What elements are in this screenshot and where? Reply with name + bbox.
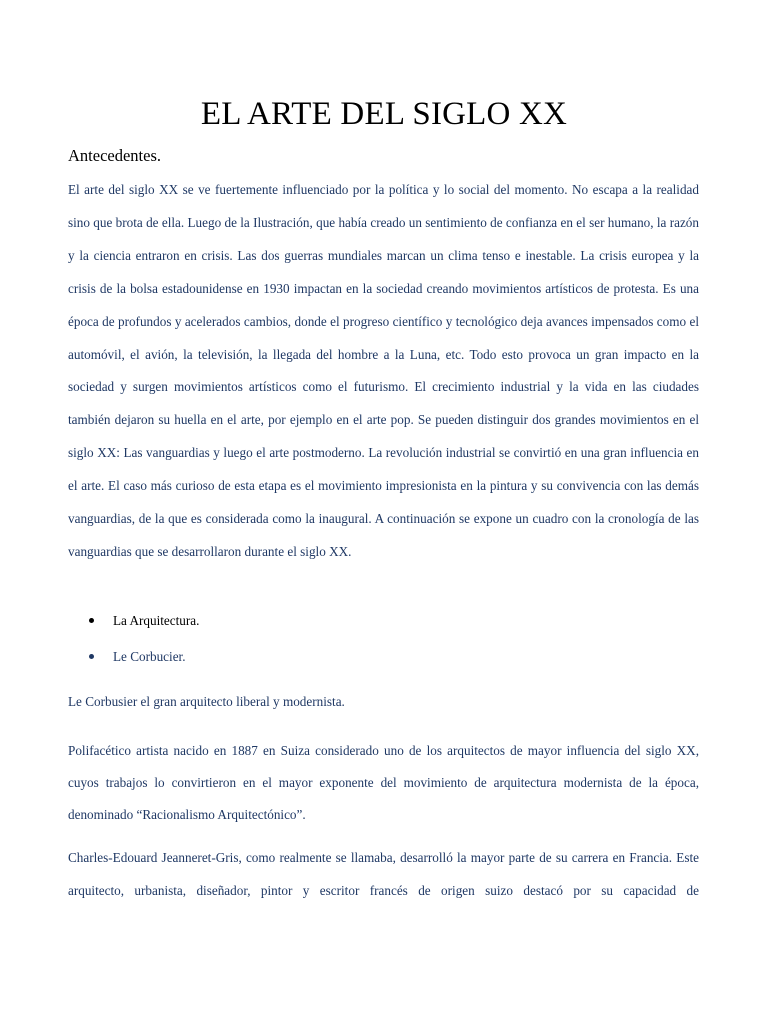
biography-paragraph: Polifacético artista nacido en 1887 en Suiza considerado uno de los arquitectos de mayor influencia del siglo XX, cuyos trabajos lo convirtieron en el mayor exponente del movimiento de arquitectura modernista de la época, denominado “Racionalismo Arquitectónico”. xyxy=(68,743,699,822)
bullet-dot-icon xyxy=(89,618,94,623)
career-paragraph: Charles-Edouard Jeanneret-Gris, como realmente se llamaba, desarrolló la mayor parte de su carrera en Francia. Este arquitecto, urbanista, diseñador, pintor y escritor francés de origen suizo destacó por su capacidad de xyxy=(68,850,699,898)
bullet-label-architecture: La Arquitectura. xyxy=(113,613,200,628)
intro-paragraph: El arte del siglo XX se ve fuertemente influenciado por la política y lo social del momento. No escapa a la realidad sino que brota de ella. Luego de la Ilustración, que había creado un sentimiento de confianza en el ser humano, la razón y la ciencia entraron en crisis. Las dos guerras mundiales marcan un clima tenso e inestable. La crisis europea y la crisis de la bolsa estadounidense en 1930 impactan en la sociedad creando movimientos artísticos de protesta. Es una época de profundos y acelerados cambios, donde el progreso científico y tecnológico deja avances impensados como el automóvil, el avión, la televisión, la llegada del hombre a la Luna, etc. Todo esto provoca un gran impacto en la sociedad y surgen movimientos artísticos como el futurismo. El crecimiento industrial y la vida en las ciudades también dejaron su huella en el arte, por ejemplo en el arte pop. Se pueden distinguir dos grandes movimientos en el siglo XX: Las vanguardias y luego el arte postmoderno. La revolución industrial se convirtió en una gran influencia en el arte. El caso más curioso de esta etapa es el movimiento impresionista en la pintura y su convivencia con las demás vanguardias, de la que es considerada como la inaugural. A continuación se expone un cuadro con la cronología de las vanguardias que se desarrollaron durante el siglo XX. xyxy=(68,182,699,559)
bullet-dot-icon xyxy=(89,654,94,659)
le-corbusier-intro-paragraph: Le Corbusier el gran arquitecto liberal y modernista. xyxy=(68,694,345,709)
bullet-label-le-corbucier: Le Corbucier. xyxy=(113,649,186,664)
section-heading: Antecedentes. xyxy=(68,146,161,165)
document-title: EL ARTE DEL SIGLO XX xyxy=(200,96,568,132)
